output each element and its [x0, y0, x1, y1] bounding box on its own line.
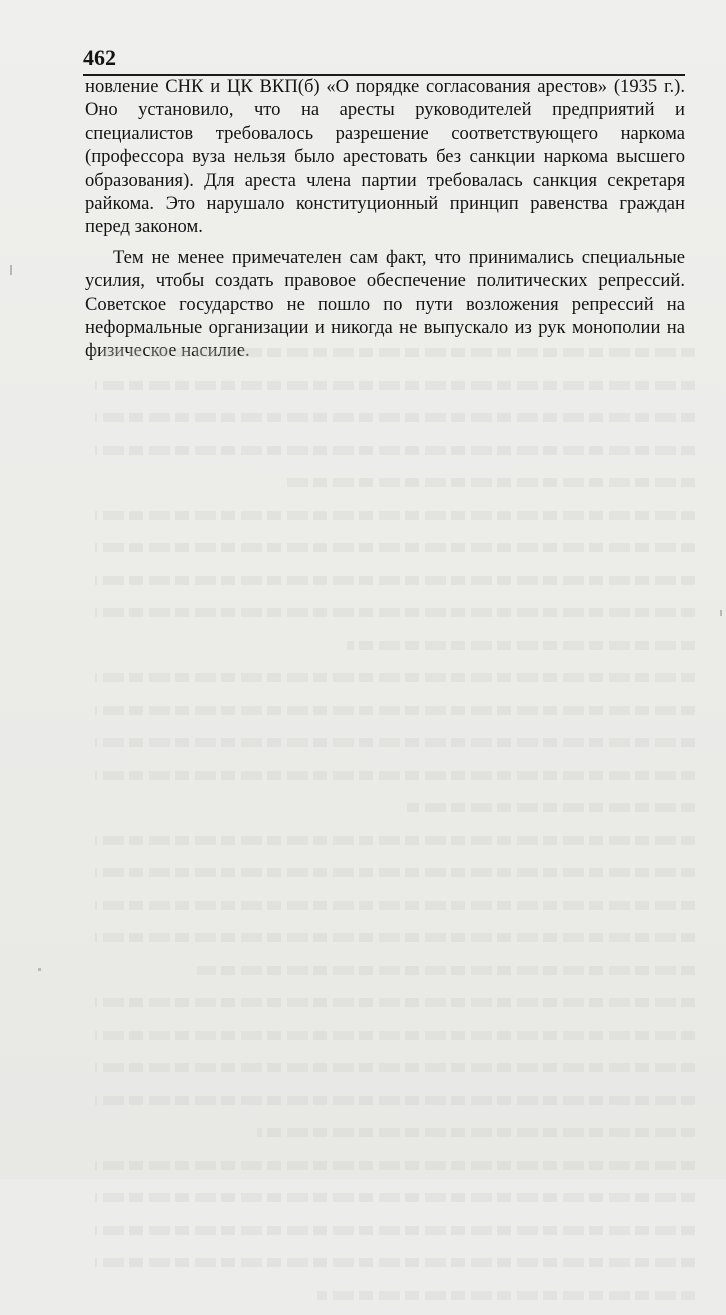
bleed-through-mark — [95, 868, 695, 877]
scan-speck — [720, 610, 722, 616]
bleed-through-mark — [95, 771, 695, 780]
bleed-through-mark — [95, 901, 695, 910]
paragraph-1: новление СНК и ЦК ВКП(б) «О порядке согласования арестов» (1935 г.). Оно установило, что на аресты руководителей предприятий и специалистов требовалось разрешение соответствующего наркома (профессора вуза нельзя было арестовать без санкции наркома высшего образования). Для ареста члена партии требовалась санкция секретаря райкома. Это нарушало конституционный принцип равенства граждан перед законом. — [85, 75, 685, 239]
bleed-through-line — [95, 836, 695, 861]
bleed-through-mark — [95, 706, 695, 715]
bleed-through-line — [95, 1031, 695, 1056]
bleed-through-mark — [95, 576, 695, 585]
bleed-through-line — [95, 1063, 695, 1088]
bleed-through-mark — [95, 446, 695, 455]
page-number: 462 — [83, 44, 116, 72]
bleed-through-mark — [95, 543, 695, 552]
bleed-through-mark — [95, 1031, 695, 1040]
bleed-through-line — [95, 543, 695, 568]
bleed-through-line — [95, 868, 695, 893]
bleed-through-mark — [95, 608, 695, 617]
bleed-through-mark — [317, 1291, 695, 1300]
bleed-through-line — [95, 706, 695, 731]
bleed-through-line — [95, 641, 695, 666]
bleed-through-line — [95, 966, 695, 991]
bleed-through-line — [95, 901, 695, 926]
bleed-through-line — [95, 413, 695, 438]
bleed-through-line — [95, 1193, 695, 1218]
bleed-through-line — [95, 738, 695, 763]
bleed-through-mark — [407, 803, 695, 812]
bleed-through-line — [95, 1096, 695, 1121]
paragraph-2: Тем не менее примечателен сам факт, что принимались специальные усилия, чтобы создать правовое обеспечение политических репрессий. Советское государство не пошло по пути возложения репрессий на неформальные организации и никогда не выпускало из рук монополии на физическое насилие. — [85, 246, 685, 363]
bleed-through-line — [95, 576, 695, 601]
bleed-through-mark — [95, 1161, 695, 1170]
bleed-through-line — [95, 933, 695, 958]
bleed-through-mark — [95, 1226, 695, 1235]
bleed-through-mark — [95, 836, 695, 845]
bleed-through-line — [95, 771, 695, 796]
bleed-through-line — [95, 511, 695, 536]
bleed-through-line — [95, 1128, 695, 1153]
bleed-through-line — [95, 1226, 695, 1251]
bleed-through-mark — [95, 673, 695, 682]
bleed-through-line — [95, 478, 695, 503]
bleed-through-line — [95, 1291, 695, 1315]
bleed-through-line — [95, 803, 695, 828]
bleed-through-line — [95, 381, 695, 406]
bleed-through-line — [95, 673, 695, 698]
bleed-through-mark — [95, 381, 695, 390]
bleed-through-line — [95, 998, 695, 1023]
body-text — [85, 75, 685, 363]
bleed-through-mark — [95, 1193, 695, 1202]
bleed-through-mark — [347, 641, 695, 650]
bleed-through-mark — [95, 933, 695, 942]
bleed-through-mark — [95, 998, 695, 1007]
bleed-through-line — [95, 608, 695, 633]
bleed-through-mark — [95, 1258, 695, 1267]
bleed-through-line — [95, 1161, 695, 1186]
scan-speck — [10, 265, 12, 275]
bleed-through-mark — [95, 738, 695, 747]
bleed-through-mark — [287, 478, 695, 487]
scan-speck — [38, 968, 41, 971]
bleed-through-mark — [197, 966, 695, 975]
bleed-through-mark — [257, 1128, 695, 1137]
bleed-through-line — [95, 1258, 695, 1283]
bleed-through-line — [95, 446, 695, 471]
bleed-through-mark — [95, 413, 695, 422]
bleed-through-mark — [95, 1063, 695, 1072]
bleed-through-mark — [95, 1096, 695, 1105]
bleed-through-mark — [95, 511, 695, 520]
page-header — [83, 44, 685, 76]
bleed-through-texture — [95, 340, 695, 1315]
